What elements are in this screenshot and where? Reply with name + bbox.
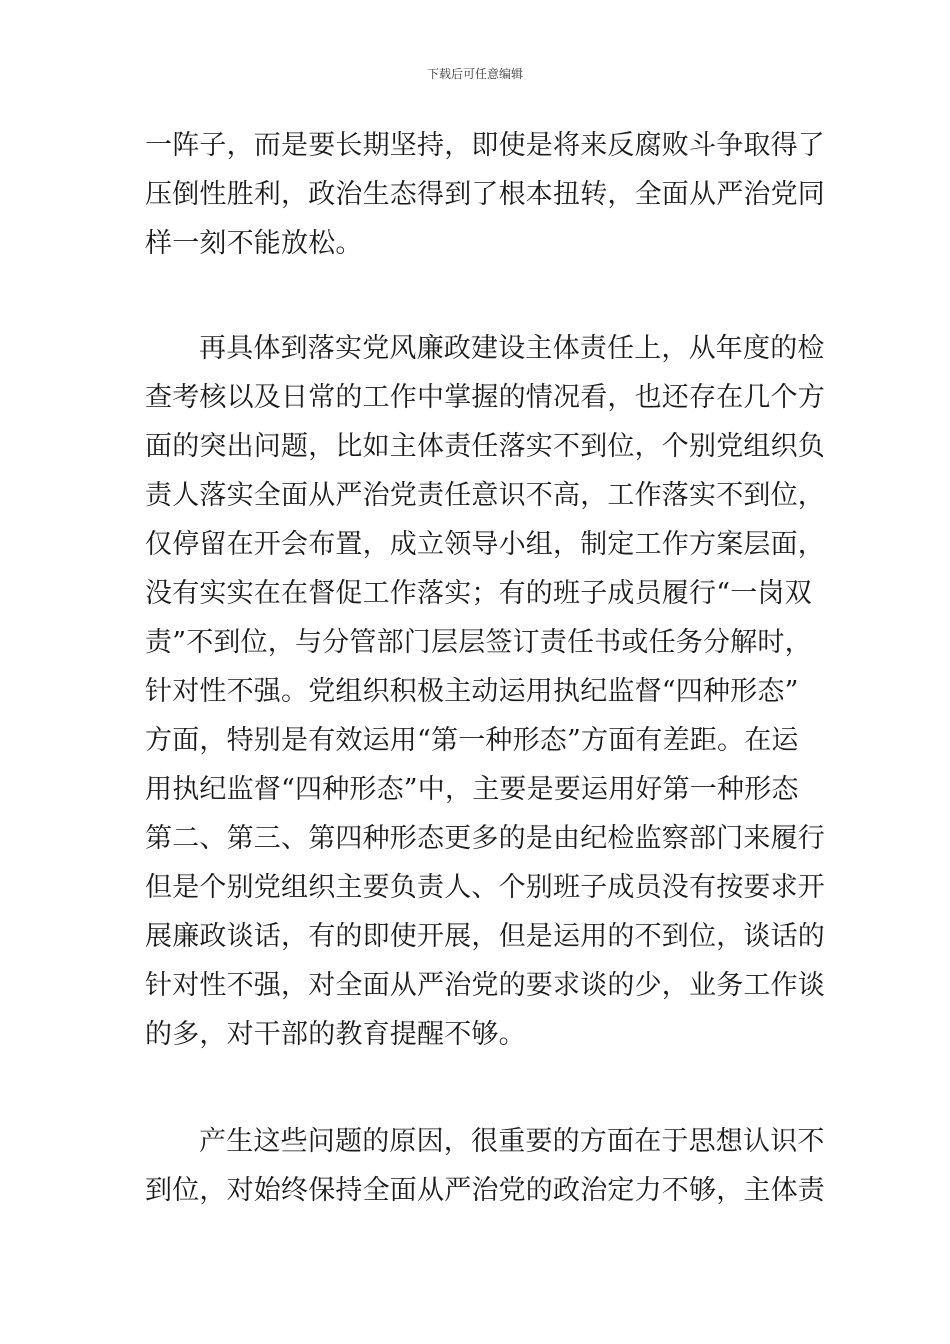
text-line: 面的突出问题，比如主体责任落实不到位，个别党组织负 [145, 431, 825, 462]
text-line: 针对性不强，对全面从严治党的要求谈的少，业务工作谈 [145, 970, 825, 1001]
text-line: 查考核以及日常的工作中掌握的情况看，也还存在几个方 [145, 382, 825, 413]
text-line: 展廉政谈话，有的即使开展，但是运用的不到位，谈话的 [145, 921, 825, 952]
text-line: 产生这些问题的原因，很重要的方面在于思想认识不 [199, 1126, 825, 1157]
text-line: 责”不到位，与分管部门层层签订责任书或任务分解时， [145, 627, 812, 658]
text-line: 用执纪监督“四种形态”中，主要是要运用好第一种形态 [145, 774, 799, 805]
text-line: 第二、第三、第四种形态更多的是由纪检监察部门来履行 [145, 823, 825, 854]
text-line: 样一刻不能放松。 [145, 228, 363, 259]
text-line: 一阵子，而是要长期坚持，即使是将来反腐败斗争取得了 [145, 130, 825, 161]
text-line: 责人落实全面从严治党责任意识不高，工作落实不到位， [145, 480, 825, 511]
text-line: 的多，对干部的教育提醒不够。 [145, 1019, 526, 1050]
page-header: 下载后可任意编辑 [426, 67, 523, 81]
text-line: 压倒性胜利，政治生态得到了根本扭转，全面从严治党同 [145, 179, 825, 210]
text-line: 方面，特别是有效运用“第一种形态”方面有差距。在运 [145, 725, 799, 756]
text-line: 但是个别党组织主要负责人、个别班子成员没有按要求开 [145, 872, 825, 903]
text-line: 针对性不强。党组织积极主动运用执纪监督“四种形态” [145, 676, 799, 707]
text-line: 到位，对始终保持全面从严治党的政治定力不够，主体责 [145, 1175, 825, 1206]
text-line: 再具体到落实党风廉政建设主体责任上，从年度的检 [199, 333, 825, 364]
text-line: 仅停留在开会布置，成立领导小组，制定工作方案层面， [145, 529, 825, 560]
text-line: 没有实实在在督促工作落实；有的班子成员履行“一岗双 [145, 578, 812, 609]
